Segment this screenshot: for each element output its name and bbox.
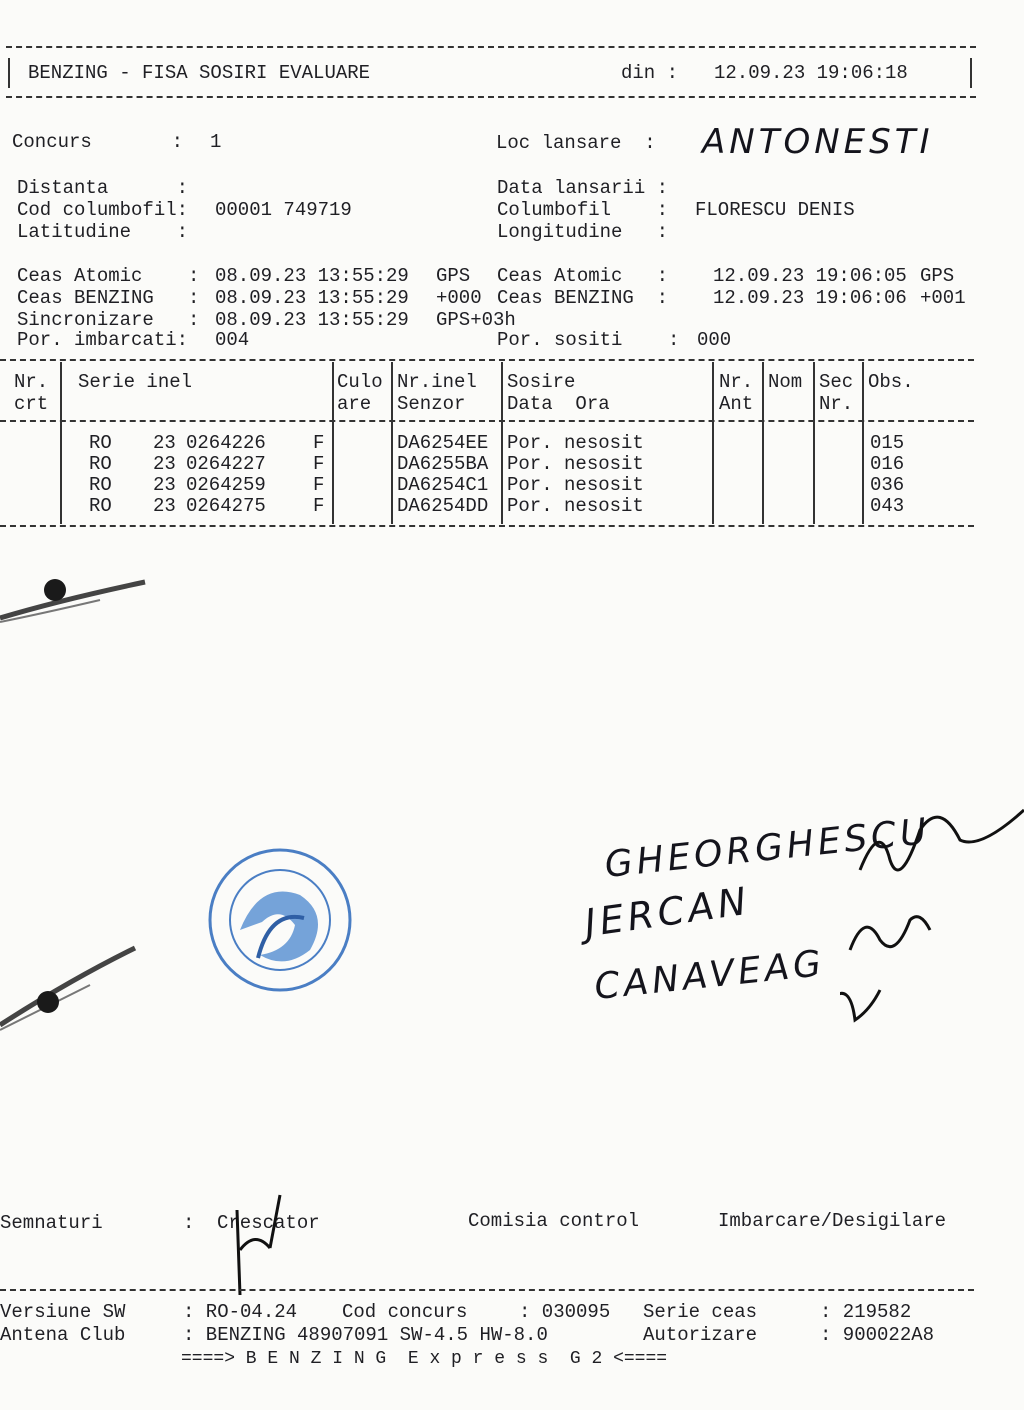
serie-ceas-value: : 219582	[820, 1301, 912, 1323]
header-serie-inel: Serie inel	[78, 371, 193, 393]
autorizare-label: Autorizare	[643, 1324, 758, 1346]
cell-obs: 036	[870, 474, 905, 496]
cell-ring: 0264275	[186, 495, 266, 517]
crescator-label: Crescator	[217, 1212, 320, 1234]
header-left-border	[8, 58, 10, 88]
clock-right-value: 12.09.23 19:06:05	[713, 265, 907, 287]
signature-name-3: CANAVEAG	[592, 943, 827, 1008]
date-value: 12.09.23 19:06:18	[714, 62, 908, 84]
distanta-label: Distanta :	[17, 177, 189, 199]
cell-status: Por. nesosit	[507, 432, 644, 454]
cod-columbofil-value: 00001 749719	[215, 199, 352, 221]
clock-left-suffix: GPS+03h	[436, 309, 516, 331]
clock-left-value: 08.09.23 13:55:29	[215, 265, 409, 287]
col-sep	[391, 362, 393, 524]
sositi-label: Por. sositi :	[497, 329, 680, 351]
table-top-rule	[0, 359, 974, 361]
concurs-label: Concurs :	[12, 131, 184, 153]
col-sep	[762, 362, 764, 524]
cell-status: Por. nesosit	[507, 495, 644, 517]
hole-punch-top	[0, 570, 160, 640]
loc-value: ANTONESTI	[702, 122, 934, 162]
imbarcati-value: 004	[215, 329, 250, 351]
col-sep	[501, 362, 503, 524]
crescator-signature	[215, 1190, 295, 1300]
clock-right-label: Ceas Atomic :	[497, 265, 669, 287]
clock-left-label: Ceas Atomic :	[17, 265, 200, 287]
cell-status: Por. nesosit	[507, 453, 644, 475]
signature-scribbles	[840, 800, 1024, 1040]
antena-value: : BENZING 48907091 SW-4.5 HW-8.0	[183, 1324, 548, 1346]
cell-year: 23	[153, 432, 176, 454]
table-header-rule	[0, 420, 974, 422]
cell-sensor: DA6254DD	[397, 495, 489, 517]
header-nrinel-1: Nr.inel	[397, 371, 477, 393]
clock-right-label: Ceas BENZING :	[497, 287, 669, 309]
cell-status: Por. nesosit	[507, 474, 644, 496]
cell-sensor: DA6254C1	[397, 474, 489, 496]
cell-obs: 015	[870, 432, 905, 454]
cell-sensor: DA6255BA	[397, 453, 489, 475]
header-culoare-2: are	[337, 393, 372, 415]
comisia-label: Comisia control	[468, 1210, 640, 1232]
col-sep	[332, 362, 334, 524]
cell-sensor: DA6254EE	[397, 432, 489, 454]
sositi-value: 000	[697, 329, 732, 351]
col-sep	[862, 362, 864, 524]
col-sep	[813, 362, 815, 524]
latitudine-label: Latitudine :	[17, 221, 189, 243]
clock-left-label: Ceas BENZING :	[17, 287, 200, 309]
footer-rule	[0, 1289, 974, 1291]
data-lansarii-label: Data lansarii :	[497, 177, 669, 199]
cell-ring: 0264259	[186, 474, 266, 496]
header-nrant-2: Ant	[719, 393, 754, 415]
cell-country: RO	[89, 495, 112, 517]
header-right-border	[970, 58, 972, 88]
header-sosire-1: Sosire	[507, 371, 576, 393]
cell-year: 23	[153, 474, 176, 496]
cell-year: 23	[153, 453, 176, 475]
header-secnr-1: Sec	[819, 371, 854, 393]
cell-sex: F	[313, 495, 325, 517]
page-title: BENZING - FISA SOSIRI EVALUARE	[28, 62, 371, 84]
benzing-banner: ====> B E N Z I N G E x p r e s s G 2 <====	[181, 1349, 668, 1369]
cod-concurs-label: Cod concurs	[342, 1301, 468, 1323]
header-obs: Obs.	[868, 371, 914, 393]
header-nom: Nom	[768, 371, 803, 393]
loc-label: Loc lansare :	[496, 132, 656, 154]
antena-label: Antena Club	[0, 1324, 126, 1346]
clock-right-suffix: GPS	[920, 265, 955, 287]
header-secnr-2: Nr.	[819, 393, 854, 415]
serie-ceas-label: Serie ceas	[643, 1301, 758, 1323]
versiune-label: Versiune SW	[0, 1301, 126, 1323]
signature-name-1: GHEORGHESCU	[602, 811, 933, 886]
clock-left-value: 08.09.23 13:55:29	[215, 287, 409, 309]
semnaturi-label: Semnaturi	[0, 1212, 103, 1234]
columbofil-label: Columbofil :	[497, 199, 669, 221]
hole-punch-bottom	[0, 940, 160, 1040]
imbarcati-label: Por. imbarcati:	[17, 329, 189, 351]
columbofil-value: FLORESCU DENIS	[695, 199, 855, 221]
header-nr: Nr.	[14, 371, 49, 393]
header-top-rule	[6, 46, 976, 48]
header-bottom-rule	[6, 96, 976, 98]
cell-country: RO	[89, 474, 112, 496]
cod-concurs-value: : 030095	[519, 1301, 611, 1323]
table-bottom-rule	[0, 525, 974, 527]
clock-right-value: 12.09.23 19:06:06	[713, 287, 907, 309]
header-nrant-1: Nr.	[719, 371, 754, 393]
clock-left-suffix: GPS	[436, 265, 471, 287]
autorizare-value: : 900022A8	[820, 1324, 935, 1346]
header-sosire-2: Data Ora	[507, 393, 610, 415]
longitudine-label: Longitudine :	[497, 221, 669, 243]
col-sep	[712, 362, 714, 524]
club-stamp	[200, 840, 360, 1000]
clock-left-value: 08.09.23 13:55:29	[215, 309, 409, 331]
signature-name-2: JERCAN	[581, 878, 753, 946]
header-nrinel-2: Senzor	[397, 393, 466, 415]
clock-right-suffix: +001	[920, 287, 966, 309]
header-crt: crt	[14, 393, 49, 415]
clock-left-label: Sincronizare :	[17, 309, 200, 331]
cell-ring: 0264226	[186, 432, 266, 454]
date-label: din :	[621, 62, 679, 84]
cell-country: RO	[89, 453, 112, 475]
versiune-value: : RO-04.24	[183, 1301, 298, 1323]
cell-year: 23	[153, 495, 176, 517]
cell-ring: 0264227	[186, 453, 266, 475]
semnaturi-colon: :	[183, 1212, 195, 1234]
header-culoare-1: Culo	[337, 371, 383, 393]
cell-sex: F	[313, 432, 325, 454]
cell-country: RO	[89, 432, 112, 454]
imbarcare-label: Imbarcare/Desigilare	[718, 1210, 947, 1232]
cell-obs: 043	[870, 495, 905, 517]
concurs-value: 1	[210, 131, 222, 153]
clock-left-suffix: +000	[436, 287, 482, 309]
cell-sex: F	[313, 453, 325, 475]
cell-sex: F	[313, 474, 325, 496]
cod-columbofil-label: Cod columbofil:	[17, 199, 189, 221]
col-sep	[60, 362, 62, 524]
cell-obs: 016	[870, 453, 905, 475]
